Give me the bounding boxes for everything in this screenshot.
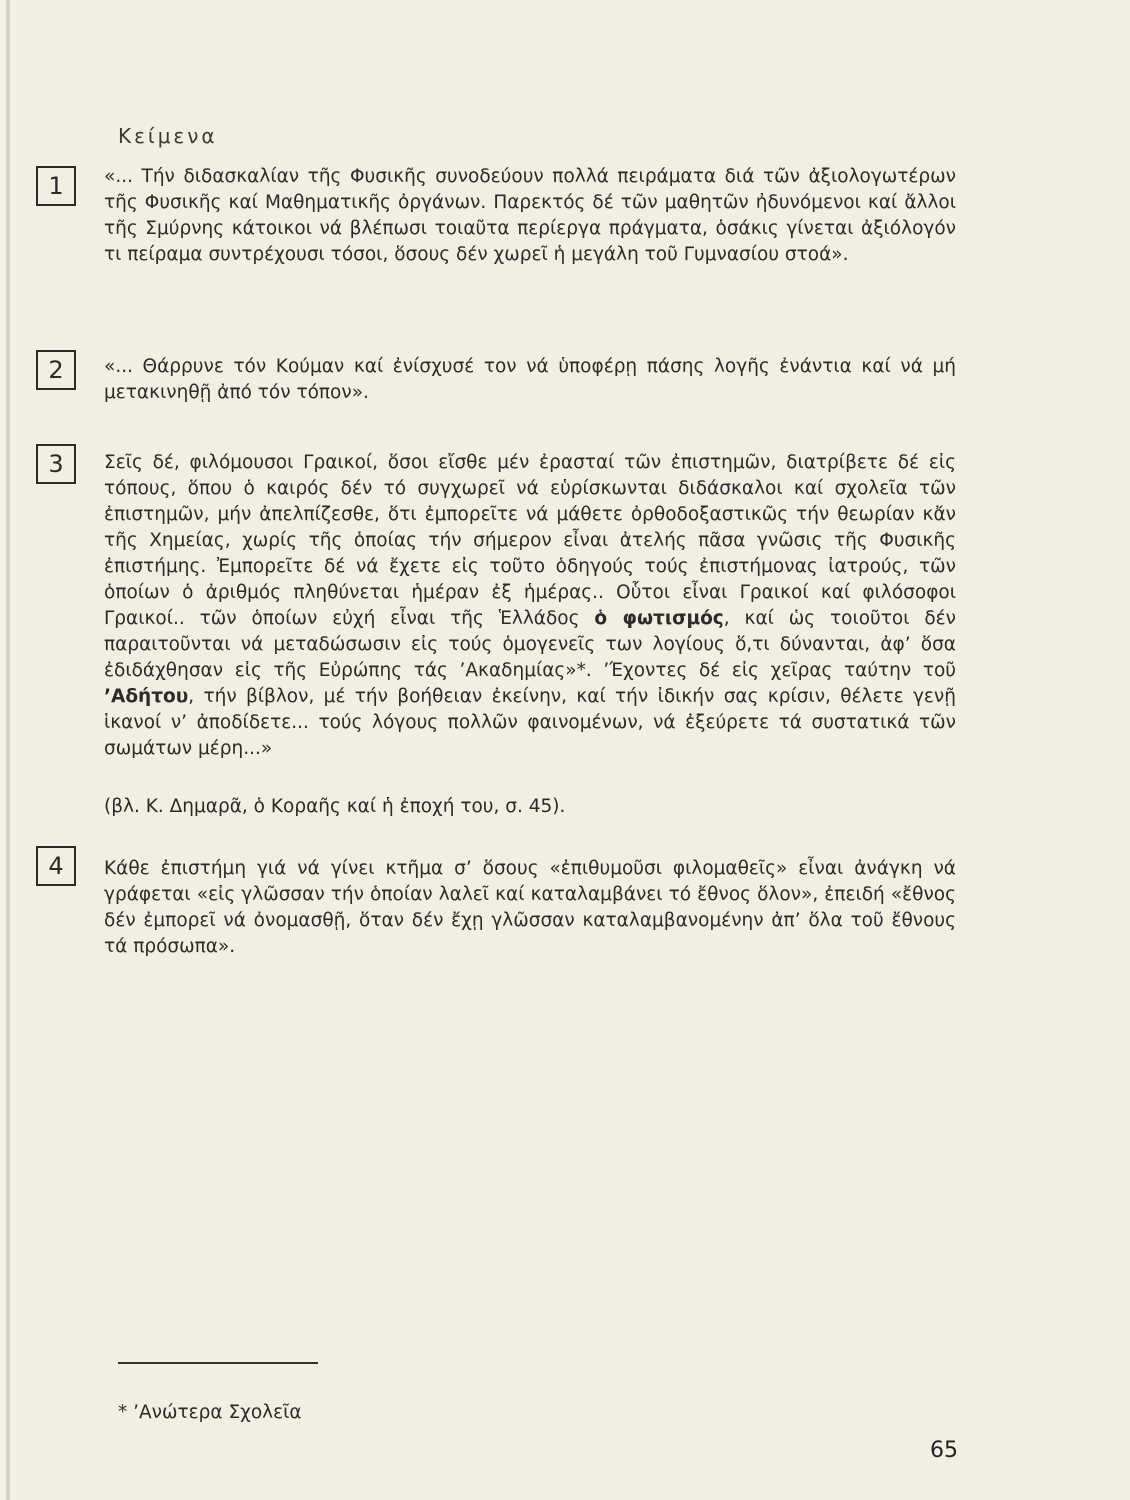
footnote-divider <box>118 1362 318 1364</box>
excerpt-3-source-citation: (βλ. Κ. Δημαρᾶ, ὁ Κοραῆς καί ἡ ἐποχή του, σ. 45). <box>104 796 566 817</box>
text-number-box-1: 1 <box>36 166 76 206</box>
text-number-box-2: 2 <box>36 350 76 390</box>
text-excerpt-3 <box>104 450 956 762</box>
excerpt-3-part-3: , τήν βίβλον, μέ τήν βοήθειαν ἐκείνην, καί τήν ἰδικήν σας κρίσιν, θέλετε γενῇ ἱκανοί ν’ ἀποδίδετε... τούς λόγους πολλῶν φαινομένων, νά ἐξεύρετε τά συστατικά τῶν σωμάτων μέρη...» <box>104 686 956 759</box>
excerpt-3-part-2: , καί ὡς τοιοῦτοι δέν παραιτοῦνται νά μεταδώσωσιν εἰς τούς ὁμογενεῖς των λογίους ὅ,τι δύνανται, ἀφ’ ὅσα ἐδιδάχθησαν εἰς τῆς Εὐρώπης τάς ’Ακαδημίας»*. ’Έχοντες δέ εἰς χεῖρας ταύτην τοῦ <box>104 608 956 681</box>
footnote: * ’Ανώτερα Σχολεῖα <box>118 1402 302 1423</box>
section-title: Κείμενα <box>118 124 218 148</box>
excerpt-3-bold-phrase-2: ’Αδήτου <box>104 686 189 707</box>
excerpt-3-part-1: Σεῖς δέ, φιλόμουσοι Γραικοί, ὅσοι εἴσθε μέν ἐρασταί τῶν ἐπιστημῶν, διατρίβετε δέ εἰς τόπους, ὅπου ὁ καιρός δέν τό συγχωρεῖ νά εὑρίσκωνται διδάσκαλοι καί σχολεῖα τῶν ἐπιστημῶν, μήν ἀπελπίζεσθε, ὅτι ἐμπορεῖτε νά μάθετε ὀρθοδοξαστικῶς τήν θεωρίαν κἄν τῆς Χημείας, χωρίς τῆς ὁποίας τήν σήμερον εἶναι ἀτελής πᾶσα γνῶσις τῆς Φυσικῆς ἐπιστήμης. Ἐμπορεῖτε δέ νά ἔχετε εἰς τοῦτο ὁδηγούς τούς ἐπιστήμονας ἰατρούς, τῶν ὁποίων ὁ ἀριθμός πληθύνεται ἡμέραν ἐξ ἡμέρας.. Οὗτοι εἶναι Γραικοί καί φιλόσοφοι Γραικοί.. τῶν ὁποίων εὐχή εἶναι τῆς Ἑλλάδος <box>104 452 956 629</box>
text-excerpt-4: Κάθε ἐπιστήμη γιά νά γίνει κτῆμα σ’ ὅσους «ἐπιθυμοῦσι φιλομαθεῖς» εἶναι ἀνάγκη νά γράφεται «εἰς γλῶσσαν τήν ὁποίαν λαλεῖ καί καταλαμβάνει τό ἔθνος ὅλον», ἐπειδή «ἔθνος δέν ἐμπορεῖ νά ὀνομασθῇ, ὅταν δέν ἔχῃ γλῶσσαν καταλαμβανομένην ἀπ’ ὅλα τοῦ ἔθνους τά πρόσωπα». <box>104 858 956 957</box>
text-excerpt-1: «... Τήν διδασκαλίαν τῆς Φυσικῆς συνοδεύουν πολλά πειράματα διά τῶν ἀξιολογωτέρων τῆς Φυσικῆς καί Μαθηματικῆς ὀργάνων. Παρεκτός δέ τῶν μαθητῶν ἠδυνόμενοι καί ἄλλοι τῆς Σμύρνης κάτοικοι νά βλέπωσι τοιαῦτα περίεργα πράγματα, ὁσάκις γίνεται ἀξιόλογόν τι πείραμα συντρέχουσι τόσοι, ὅσους δέν χωρεῖ ἡ μεγάλη τοῦ Γυμνασίου στοά». <box>104 166 956 265</box>
excerpt-3-bold-phrase-1: ὁ φωτισμός <box>594 608 724 629</box>
text-number-box-4: 4 <box>36 846 76 886</box>
page-number: 65 <box>930 1438 958 1463</box>
text-excerpt-2: «... Θάρρυνε τόν Κούμαν καί ἐνίσχυσέ τον νά ὑποφέρῃ πάσης λογῆς ἐνάντια καί νά μή μετακινηθῇ ἀπό τόν τόπον». <box>104 356 956 403</box>
page-spine-edge <box>6 0 10 1500</box>
text-number-box-3: 3 <box>36 444 76 484</box>
